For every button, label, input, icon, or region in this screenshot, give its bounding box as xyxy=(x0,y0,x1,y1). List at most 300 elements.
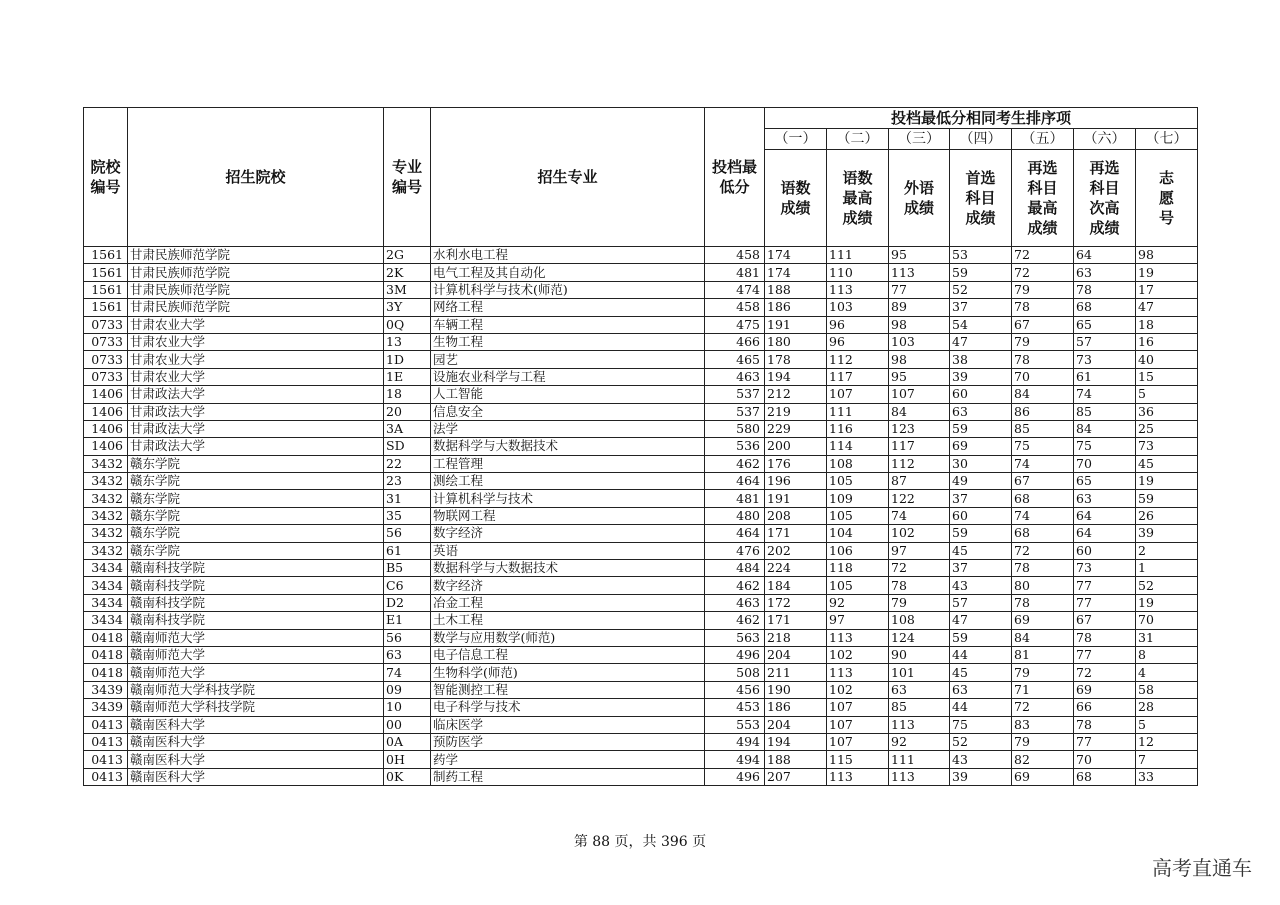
cell-second-subject-max: 79 xyxy=(1012,733,1074,750)
table-row xyxy=(84,664,1198,681)
cell-major-name: 设施农业科学与工程 xyxy=(431,368,705,385)
cell-first-subject: 45 xyxy=(950,664,1012,681)
cell-choice-no: 70 xyxy=(1136,612,1198,629)
cell-school-code: 3434 xyxy=(84,577,128,594)
cell-second-subject-next: 73 xyxy=(1074,351,1136,368)
cell-chinese-math-max: 113 xyxy=(827,281,889,298)
cell-major-name: 法学 xyxy=(431,420,705,437)
cell-major-name: 药学 xyxy=(431,751,705,768)
header-sub-6 xyxy=(1074,150,1136,247)
cell-school-code: 3434 xyxy=(84,594,128,611)
cell-choice-no: 26 xyxy=(1136,507,1198,524)
header-sub-3-text: 外语成绩 xyxy=(903,179,934,217)
cell-chinese-math: 224 xyxy=(765,560,827,577)
cell-major-name: 土木工程 xyxy=(431,612,705,629)
cell-school-name: 赣东学院 xyxy=(128,507,384,524)
cell-choice-no: 25 xyxy=(1136,420,1198,437)
cell-foreign-lang: 90 xyxy=(889,646,950,663)
cell-second-subject-max: 72 xyxy=(1012,264,1074,281)
cell-chinese-math-max: 102 xyxy=(827,646,889,663)
table-row xyxy=(84,281,1198,298)
cell-first-subject: 53 xyxy=(950,247,1012,264)
cell-choice-no: 17 xyxy=(1136,281,1198,298)
cell-second-subject-next: 68 xyxy=(1074,768,1136,785)
cell-second-subject-next: 64 xyxy=(1074,525,1136,542)
cell-choice-no: 16 xyxy=(1136,333,1198,350)
cell-chinese-math-max: 109 xyxy=(827,490,889,507)
cell-chinese-math: 229 xyxy=(765,420,827,437)
cell-chinese-math-max: 105 xyxy=(827,473,889,490)
cell-major-code: 61 xyxy=(384,542,431,559)
table-row xyxy=(84,316,1198,333)
cell-second-subject-max: 72 xyxy=(1012,247,1074,264)
cell-min-score: 456 xyxy=(705,681,765,698)
cell-foreign-lang: 113 xyxy=(889,716,950,733)
cell-second-subject-max: 67 xyxy=(1012,473,1074,490)
cell-school-name: 甘肃民族师范学院 xyxy=(128,247,384,264)
cell-foreign-lang: 72 xyxy=(889,560,950,577)
table-row xyxy=(84,646,1198,663)
cell-second-subject-next: 63 xyxy=(1074,264,1136,281)
header-order-2: （二） xyxy=(827,129,889,150)
cell-major-code: E1 xyxy=(384,612,431,629)
cell-major-name: 数字经济 xyxy=(431,525,705,542)
header-sub-3 xyxy=(889,150,950,247)
cell-school-name: 甘肃政法大学 xyxy=(128,420,384,437)
cell-first-subject: 45 xyxy=(950,542,1012,559)
cell-major-code: 23 xyxy=(384,473,431,490)
cell-school-name: 赣东学院 xyxy=(128,473,384,490)
cell-second-subject-max: 74 xyxy=(1012,507,1074,524)
cell-second-subject-max: 71 xyxy=(1012,681,1074,698)
cell-first-subject: 43 xyxy=(950,577,1012,594)
cell-major-name: 制药工程 xyxy=(431,768,705,785)
cell-school-name: 赣南师范大学 xyxy=(128,664,384,681)
cell-first-subject: 30 xyxy=(950,455,1012,472)
cell-major-name: 计算机科学与技术(师范) xyxy=(431,281,705,298)
cell-chinese-math-max: 111 xyxy=(827,403,889,420)
watermark: 高考直通车 xyxy=(1152,856,1252,880)
cell-chinese-math-max: 107 xyxy=(827,386,889,403)
cell-second-subject-next: 65 xyxy=(1074,473,1136,490)
cell-major-name: 电子科学与技术 xyxy=(431,699,705,716)
admission-table xyxy=(83,107,1198,786)
cell-foreign-lang: 124 xyxy=(889,629,950,646)
cell-second-subject-next: 84 xyxy=(1074,420,1136,437)
cell-second-subject-max: 67 xyxy=(1012,316,1074,333)
cell-second-subject-max: 80 xyxy=(1012,577,1074,594)
cell-first-subject: 54 xyxy=(950,316,1012,333)
cell-school-name: 赣南科技学院 xyxy=(128,577,384,594)
cell-school-name: 甘肃政法大学 xyxy=(128,438,384,455)
header-order-5: （五） xyxy=(1012,129,1074,150)
cell-chinese-math-max: 116 xyxy=(827,420,889,437)
cell-chinese-math-max: 113 xyxy=(827,664,889,681)
cell-first-subject: 43 xyxy=(950,751,1012,768)
cell-chinese-math: 202 xyxy=(765,542,827,559)
header-sub-7-text: 志愿号 xyxy=(1158,169,1174,227)
header-sub-5 xyxy=(1012,150,1074,247)
cell-school-code: 3439 xyxy=(84,681,128,698)
cell-choice-no: 2 xyxy=(1136,542,1198,559)
cell-foreign-lang: 74 xyxy=(889,507,950,524)
cell-major-name: 人工智能 xyxy=(431,386,705,403)
cell-major-name: 车辆工程 xyxy=(431,316,705,333)
cell-major-name: 数据科学与大数据技术 xyxy=(431,560,705,577)
cell-chinese-math-max: 96 xyxy=(827,316,889,333)
cell-major-code: D2 xyxy=(384,594,431,611)
cell-foreign-lang: 84 xyxy=(889,403,950,420)
cell-choice-no: 73 xyxy=(1136,438,1198,455)
cell-chinese-math-max: 112 xyxy=(827,351,889,368)
header-sub-4 xyxy=(950,150,1012,247)
cell-chinese-math: 211 xyxy=(765,664,827,681)
header-sub-7 xyxy=(1136,150,1198,247)
cell-min-score: 508 xyxy=(705,664,765,681)
cell-major-code: 3M xyxy=(384,281,431,298)
cell-major-name: 英语 xyxy=(431,542,705,559)
cell-chinese-math: 174 xyxy=(765,264,827,281)
cell-second-subject-max: 74 xyxy=(1012,455,1074,472)
cell-second-subject-next: 77 xyxy=(1074,577,1136,594)
cell-chinese-math-max: 105 xyxy=(827,577,889,594)
cell-choice-no: 8 xyxy=(1136,646,1198,663)
cell-chinese-math-max: 97 xyxy=(827,612,889,629)
cell-school-name: 赣南医科大学 xyxy=(128,733,384,750)
cell-chinese-math: 190 xyxy=(765,681,827,698)
cell-foreign-lang: 95 xyxy=(889,247,950,264)
cell-major-code: 56 xyxy=(384,525,431,542)
cell-foreign-lang: 92 xyxy=(889,733,950,750)
header-major-code xyxy=(384,108,431,247)
cell-chinese-math-max: 113 xyxy=(827,768,889,785)
cell-major-code: 22 xyxy=(384,455,431,472)
cell-chinese-math-max: 114 xyxy=(827,438,889,455)
cell-chinese-math: 188 xyxy=(765,281,827,298)
cell-school-name: 赣南医科大学 xyxy=(128,768,384,785)
cell-min-score: 496 xyxy=(705,768,765,785)
cell-min-score: 481 xyxy=(705,490,765,507)
cell-school-code: 0418 xyxy=(84,646,128,663)
cell-school-code: 0418 xyxy=(84,629,128,646)
cell-second-subject-next: 61 xyxy=(1074,368,1136,385)
cell-min-score: 462 xyxy=(705,577,765,594)
cell-chinese-math: 184 xyxy=(765,577,827,594)
cell-foreign-lang: 113 xyxy=(889,768,950,785)
cell-school-code: 3432 xyxy=(84,490,128,507)
cell-chinese-math: 208 xyxy=(765,507,827,524)
cell-choice-no: 4 xyxy=(1136,664,1198,681)
cell-major-code: 35 xyxy=(384,507,431,524)
cell-first-subject: 47 xyxy=(950,333,1012,350)
cell-chinese-math: 176 xyxy=(765,455,827,472)
cell-second-subject-next: 70 xyxy=(1074,751,1136,768)
cell-min-score: 563 xyxy=(705,629,765,646)
header-tiebreak-group: 投档最低分相同考生排序项 xyxy=(765,108,1198,129)
cell-second-subject-next: 78 xyxy=(1074,716,1136,733)
page-footer: 第 88 页，共 396 页 xyxy=(573,834,707,850)
cell-major-code: 56 xyxy=(384,629,431,646)
cell-choice-no: 40 xyxy=(1136,351,1198,368)
cell-second-subject-max: 78 xyxy=(1012,351,1074,368)
cell-school-code: 1406 xyxy=(84,403,128,420)
cell-chinese-math: 172 xyxy=(765,594,827,611)
cell-foreign-lang: 108 xyxy=(889,612,950,629)
cell-min-score: 480 xyxy=(705,507,765,524)
cell-school-name: 甘肃农业大学 xyxy=(128,368,384,385)
cell-min-score: 464 xyxy=(705,525,765,542)
cell-second-subject-next: 72 xyxy=(1074,664,1136,681)
cell-school-name: 甘肃政法大学 xyxy=(128,403,384,420)
cell-second-subject-next: 77 xyxy=(1074,594,1136,611)
cell-major-code: B5 xyxy=(384,560,431,577)
cell-second-subject-max: 78 xyxy=(1012,299,1074,316)
header-sub-2 xyxy=(827,150,889,247)
cell-school-code: 0413 xyxy=(84,751,128,768)
cell-foreign-lang: 113 xyxy=(889,264,950,281)
cell-school-name: 赣东学院 xyxy=(128,455,384,472)
cell-major-code: 0K xyxy=(384,768,431,785)
cell-second-subject-max: 69 xyxy=(1012,768,1074,785)
cell-min-score: 553 xyxy=(705,716,765,733)
cell-school-code: 3432 xyxy=(84,455,128,472)
cell-major-code: 2K xyxy=(384,264,431,281)
cell-foreign-lang: 78 xyxy=(889,577,950,594)
cell-first-subject: 37 xyxy=(950,490,1012,507)
cell-min-score: 494 xyxy=(705,751,765,768)
cell-major-name: 电子信息工程 xyxy=(431,646,705,663)
cell-first-subject: 57 xyxy=(950,594,1012,611)
cell-school-code: 3432 xyxy=(84,525,128,542)
cell-school-code: 0413 xyxy=(84,733,128,750)
cell-second-subject-next: 77 xyxy=(1074,733,1136,750)
cell-major-code: 18 xyxy=(384,386,431,403)
cell-first-subject: 44 xyxy=(950,699,1012,716)
cell-second-subject-next: 78 xyxy=(1074,281,1136,298)
cell-first-subject: 44 xyxy=(950,646,1012,663)
header-major-code-text: 专业编号 xyxy=(391,158,422,196)
cell-school-name: 赣东学院 xyxy=(128,542,384,559)
cell-chinese-math-max: 111 xyxy=(827,247,889,264)
cell-chinese-math: 196 xyxy=(765,473,827,490)
header-order-7: （七） xyxy=(1136,129,1198,150)
cell-min-score: 453 xyxy=(705,699,765,716)
cell-school-code: 1406 xyxy=(84,420,128,437)
cell-second-subject-max: 68 xyxy=(1012,490,1074,507)
cell-choice-no: 19 xyxy=(1136,594,1198,611)
cell-major-name: 数据科学与大数据技术 xyxy=(431,438,705,455)
cell-second-subject-next: 69 xyxy=(1074,681,1136,698)
cell-choice-no: 59 xyxy=(1136,490,1198,507)
table-row xyxy=(84,490,1198,507)
cell-chinese-math-max: 96 xyxy=(827,333,889,350)
table-header xyxy=(84,108,1198,247)
cell-foreign-lang: 101 xyxy=(889,664,950,681)
cell-chinese-math-max: 92 xyxy=(827,594,889,611)
cell-first-subject: 52 xyxy=(950,281,1012,298)
cell-chinese-math-max: 105 xyxy=(827,507,889,524)
cell-second-subject-max: 83 xyxy=(1012,716,1074,733)
cell-choice-no: 52 xyxy=(1136,577,1198,594)
cell-school-name: 甘肃民族师范学院 xyxy=(128,299,384,316)
cell-choice-no: 15 xyxy=(1136,368,1198,385)
header-sub-1 xyxy=(765,150,827,247)
cell-first-subject: 39 xyxy=(950,768,1012,785)
cell-chinese-math-max: 115 xyxy=(827,751,889,768)
cell-foreign-lang: 89 xyxy=(889,299,950,316)
cell-school-code: 0733 xyxy=(84,316,128,333)
header-min-score-text: 投档最低分 xyxy=(711,158,757,196)
cell-major-code: 00 xyxy=(384,716,431,733)
cell-min-score: 580 xyxy=(705,420,765,437)
cell-chinese-math: 186 xyxy=(765,299,827,316)
cell-first-subject: 37 xyxy=(950,560,1012,577)
cell-major-code: C6 xyxy=(384,577,431,594)
cell-chinese-math-max: 108 xyxy=(827,455,889,472)
cell-second-subject-max: 72 xyxy=(1012,699,1074,716)
cell-second-subject-max: 69 xyxy=(1012,612,1074,629)
table-row xyxy=(84,716,1198,733)
cell-school-code: 0413 xyxy=(84,768,128,785)
header-sub-1-text: 语数成绩 xyxy=(780,179,811,217)
cell-second-subject-max: 75 xyxy=(1012,438,1074,455)
cell-min-score: 458 xyxy=(705,299,765,316)
cell-chinese-math: 204 xyxy=(765,646,827,663)
cell-school-name: 赣南师范大学 xyxy=(128,646,384,663)
cell-first-subject: 60 xyxy=(950,507,1012,524)
cell-foreign-lang: 103 xyxy=(889,333,950,350)
cell-school-code: 1561 xyxy=(84,264,128,281)
cell-choice-no: 18 xyxy=(1136,316,1198,333)
header-sub-4-text: 首选科目成绩 xyxy=(965,169,996,227)
cell-foreign-lang: 117 xyxy=(889,438,950,455)
cell-major-name: 物联网工程 xyxy=(431,507,705,524)
cell-first-subject: 59 xyxy=(950,525,1012,542)
table-row xyxy=(84,299,1198,316)
cell-major-name: 临床医学 xyxy=(431,716,705,733)
cell-second-subject-next: 65 xyxy=(1074,316,1136,333)
cell-min-score: 466 xyxy=(705,333,765,350)
cell-choice-no: 19 xyxy=(1136,264,1198,281)
cell-first-subject: 37 xyxy=(950,299,1012,316)
cell-min-score: 494 xyxy=(705,733,765,750)
cell-major-name: 电气工程及其自动化 xyxy=(431,264,705,281)
cell-chinese-math-max: 113 xyxy=(827,629,889,646)
cell-school-code: 1406 xyxy=(84,386,128,403)
cell-major-name: 生物科学(师范) xyxy=(431,664,705,681)
cell-school-name: 甘肃民族师范学院 xyxy=(128,264,384,281)
cell-major-name: 工程管理 xyxy=(431,455,705,472)
cell-school-code: 3432 xyxy=(84,473,128,490)
cell-choice-no: 28 xyxy=(1136,699,1198,716)
cell-major-code: 20 xyxy=(384,403,431,420)
cell-chinese-math-max: 106 xyxy=(827,542,889,559)
cell-school-name: 甘肃农业大学 xyxy=(128,316,384,333)
cell-chinese-math-max: 104 xyxy=(827,525,889,542)
table-row xyxy=(84,577,1198,594)
cell-min-score: 537 xyxy=(705,403,765,420)
cell-major-code: 0A xyxy=(384,733,431,750)
table-row xyxy=(84,560,1198,577)
cell-major-code: 1D xyxy=(384,351,431,368)
cell-school-name: 赣东学院 xyxy=(128,525,384,542)
table-row xyxy=(84,420,1198,437)
table-row xyxy=(84,351,1198,368)
cell-major-name: 水利水电工程 xyxy=(431,247,705,264)
cell-choice-no: 5 xyxy=(1136,386,1198,403)
cell-school-name: 甘肃农业大学 xyxy=(128,333,384,350)
cell-chinese-math-max: 117 xyxy=(827,368,889,385)
cell-choice-no: 36 xyxy=(1136,403,1198,420)
cell-foreign-lang: 87 xyxy=(889,473,950,490)
cell-second-subject-next: 77 xyxy=(1074,646,1136,663)
table-body xyxy=(84,247,1198,786)
cell-foreign-lang: 85 xyxy=(889,699,950,716)
cell-school-name: 赣南医科大学 xyxy=(128,751,384,768)
cell-choice-no: 45 xyxy=(1136,455,1198,472)
cell-school-name: 甘肃农业大学 xyxy=(128,351,384,368)
table-row xyxy=(84,629,1198,646)
cell-second-subject-next: 68 xyxy=(1074,299,1136,316)
table-row xyxy=(84,455,1198,472)
cell-chinese-math: 218 xyxy=(765,629,827,646)
cell-chinese-math-max: 103 xyxy=(827,299,889,316)
cell-first-subject: 60 xyxy=(950,386,1012,403)
cell-min-score: 463 xyxy=(705,594,765,611)
cell-chinese-math: 194 xyxy=(765,733,827,750)
table-row xyxy=(84,368,1198,385)
cell-chinese-math: 212 xyxy=(765,386,827,403)
cell-chinese-math: 188 xyxy=(765,751,827,768)
cell-school-code: 3439 xyxy=(84,699,128,716)
table-row xyxy=(84,247,1198,264)
cell-foreign-lang: 95 xyxy=(889,368,950,385)
cell-school-code: 0413 xyxy=(84,716,128,733)
table-row xyxy=(84,542,1198,559)
cell-second-subject-next: 67 xyxy=(1074,612,1136,629)
cell-major-code: 1E xyxy=(384,368,431,385)
header-school-name: 招生院校 xyxy=(128,108,384,247)
cell-first-subject: 63 xyxy=(950,681,1012,698)
cell-first-subject: 47 xyxy=(950,612,1012,629)
cell-second-subject-max: 85 xyxy=(1012,420,1074,437)
cell-min-score: 484 xyxy=(705,560,765,577)
table-row xyxy=(84,438,1198,455)
cell-school-name: 赣南科技学院 xyxy=(128,594,384,611)
cell-foreign-lang: 63 xyxy=(889,681,950,698)
cell-major-name: 智能测控工程 xyxy=(431,681,705,698)
cell-school-name: 赣南师范大学 xyxy=(128,629,384,646)
table-row xyxy=(84,733,1198,750)
cell-major-code: 31 xyxy=(384,490,431,507)
cell-chinese-math-max: 110 xyxy=(827,264,889,281)
cell-foreign-lang: 77 xyxy=(889,281,950,298)
cell-chinese-math-max: 102 xyxy=(827,681,889,698)
cell-foreign-lang: 122 xyxy=(889,490,950,507)
cell-major-name: 测绘工程 xyxy=(431,473,705,490)
cell-choice-no: 33 xyxy=(1136,768,1198,785)
cell-chinese-math: 194 xyxy=(765,368,827,385)
table-row xyxy=(84,264,1198,281)
cell-chinese-math: 186 xyxy=(765,699,827,716)
cell-second-subject-next: 74 xyxy=(1074,386,1136,403)
cell-school-name: 赣南师范大学科技学院 xyxy=(128,699,384,716)
header-school-code-text: 院校编号 xyxy=(90,158,121,196)
cell-major-name: 数学与应用数学(师范) xyxy=(431,629,705,646)
cell-school-code: 1561 xyxy=(84,299,128,316)
cell-major-name: 网络工程 xyxy=(431,299,705,316)
cell-chinese-math: 191 xyxy=(765,316,827,333)
